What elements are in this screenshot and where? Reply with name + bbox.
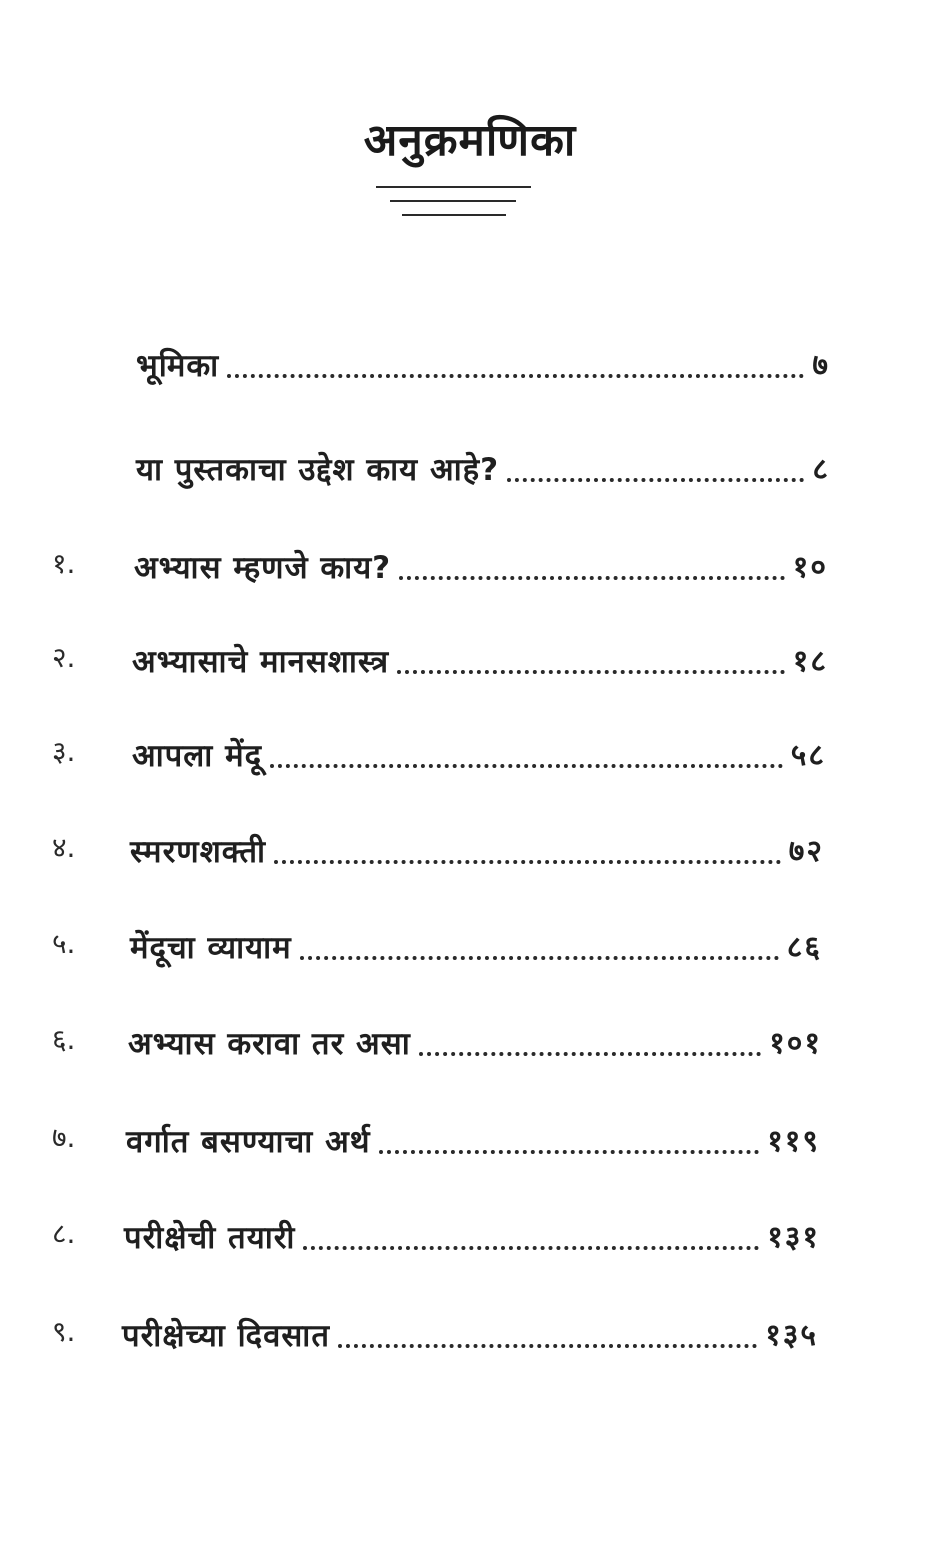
toc-entry <box>0 440 940 490</box>
toc-entry-page: ११९ <box>767 1124 820 1159</box>
toc-entry <box>0 822 940 872</box>
toc-entry <box>0 1306 940 1356</box>
toc-entry-label: मेंदूचा व्यायाम <box>130 930 292 966</box>
leader-dots <box>300 956 779 960</box>
toc-entry <box>0 1208 940 1258</box>
toc-entry-line <box>134 538 828 588</box>
toc-entry-page: ८६ <box>786 930 822 965</box>
toc-entry-page: ७ <box>812 348 830 383</box>
toc-entry-line <box>136 336 830 386</box>
toc-entry-label: वर्गात बसण्याचा अर्थ <box>126 1124 371 1160</box>
toc-entry <box>0 918 940 968</box>
toc-entry-number: १. <box>52 547 76 580</box>
toc-entry-number: ७. <box>52 1121 76 1154</box>
toc-entry <box>0 1112 940 1162</box>
toc-entry-number: ८. <box>52 1217 76 1250</box>
toc-entry <box>0 726 940 776</box>
toc-entry-label: परीक्षेची तयारी <box>124 1220 296 1256</box>
toc-entry-number: ९. <box>52 1315 76 1348</box>
toc-entry-page: ७२ <box>788 834 824 869</box>
toc-entry-line <box>126 1112 820 1162</box>
toc-entry-page: १३५ <box>765 1318 818 1353</box>
toc-entry <box>0 1014 940 1064</box>
toc-entry-label: आपला मेंदू <box>132 738 263 774</box>
toc-entry-line <box>130 822 824 872</box>
leader-dots <box>270 764 783 768</box>
leader-dots <box>338 1344 757 1348</box>
toc-entry-page: १८ <box>792 644 828 679</box>
leader-dots <box>507 478 804 482</box>
leader-dots <box>419 1052 761 1056</box>
leader-dots <box>274 860 781 864</box>
toc-entry-number: ४. <box>52 831 76 864</box>
toc-entry <box>0 538 940 588</box>
toc-entry-line <box>122 1306 818 1356</box>
title-underline-2 <box>390 200 516 202</box>
toc-entry-label: परीक्षेच्या दिवसात <box>122 1318 331 1354</box>
toc-entry-page: १३१ <box>767 1220 820 1255</box>
toc-entry-number: ५. <box>52 927 76 960</box>
leader-dots <box>399 576 785 580</box>
page-title: अनुक्रमणिका <box>363 115 577 166</box>
toc-entry <box>0 336 940 386</box>
toc-entry-number: २. <box>52 641 76 674</box>
toc-entry-line <box>128 1014 822 1064</box>
toc-entry-line <box>132 726 826 776</box>
toc-entry-label: या पुस्तकाचा उद्देश काय आहे? <box>136 452 500 488</box>
toc-entry-label: अभ्यास करावा तर असा <box>128 1026 411 1062</box>
title-underline-1 <box>376 186 531 188</box>
toc-entry-page: ५८ <box>790 738 826 773</box>
toc-entry-page: ८ <box>812 452 830 487</box>
toc-entry <box>0 632 940 682</box>
toc-entry-page: १०१ <box>769 1026 822 1061</box>
leader-dots <box>227 374 804 378</box>
toc-entry-line <box>132 632 828 682</box>
toc-entry-line <box>130 918 822 968</box>
leader-dots <box>379 1150 760 1154</box>
title-underline-3 <box>402 214 506 216</box>
toc-entry-number: ३. <box>52 735 76 768</box>
toc-entry-label: स्मरणशक्ती <box>130 834 267 870</box>
toc-entry-number: ६. <box>52 1023 76 1056</box>
toc-entry-label: भूमिका <box>136 348 220 384</box>
toc-entry-line <box>136 440 830 490</box>
toc-entry-page: १० <box>792 550 828 585</box>
leader-dots <box>303 1246 759 1250</box>
toc-entry-label: अभ्यास म्हणजे काय? <box>134 550 392 586</box>
leader-dots <box>397 670 785 674</box>
toc-entry-line <box>124 1208 820 1258</box>
toc-entry-label: अभ्यासाचे मानसशास्त्र <box>132 644 390 680</box>
